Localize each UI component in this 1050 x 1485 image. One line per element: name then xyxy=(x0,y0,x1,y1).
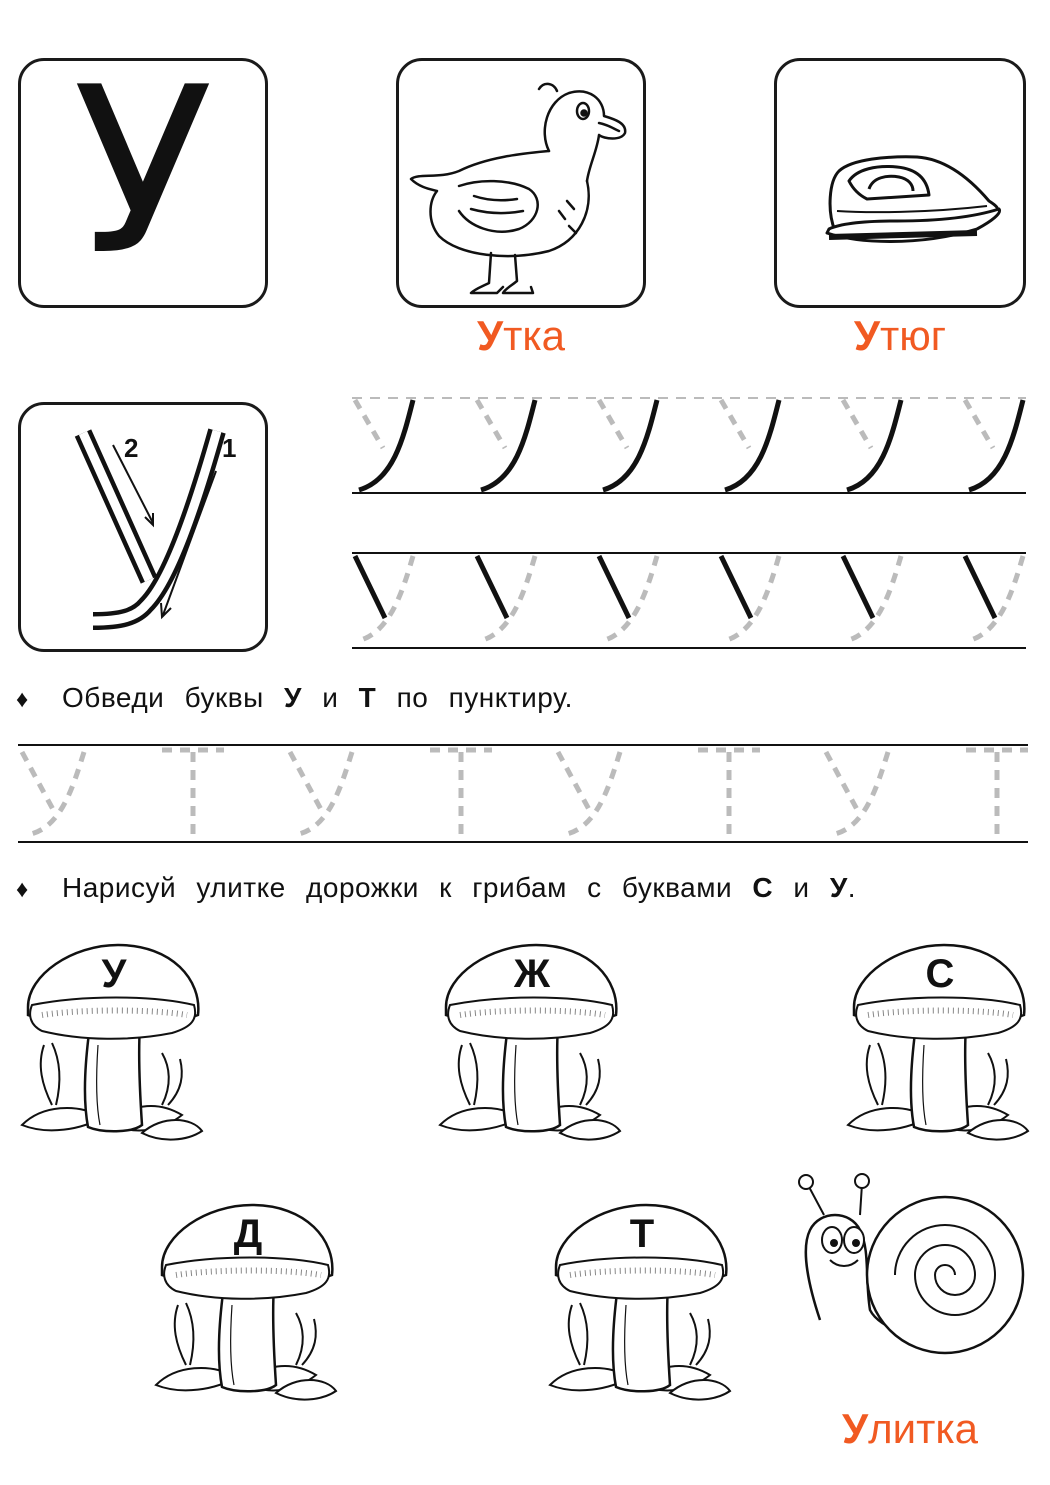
snail-caption xyxy=(800,1405,1020,1453)
mushroom xyxy=(848,945,1028,1140)
snail-caption-first: У xyxy=(841,1405,869,1452)
stroke-step-2: 2 xyxy=(124,433,139,463)
snail-illustration xyxy=(799,1174,1023,1353)
bullet-icon: ♦ xyxy=(16,686,29,713)
duck-caption-rest: тка xyxy=(503,312,566,359)
snail-pupil xyxy=(830,1239,838,1247)
mushroom xyxy=(156,1205,336,1400)
bullet-icon: ♦ xyxy=(16,876,29,903)
big-letter: У xyxy=(72,39,214,306)
stroke-step-1: 1 xyxy=(222,433,237,463)
snail-smile xyxy=(830,1260,858,1266)
mushroom-letter: Т xyxy=(629,1212,655,1256)
snail-shell xyxy=(867,1197,1023,1353)
task-1-text: Обведи буквы xyxy=(62,682,264,713)
snail-antenna-tip xyxy=(855,1174,869,1188)
snail-pupil xyxy=(852,1239,860,1247)
snail-caption-rest: литка xyxy=(868,1405,978,1452)
task-2-text: Нарисуй улитке дорожки к грибам с буквами xyxy=(62,872,733,903)
task-2-after: . xyxy=(847,872,857,903)
task-1-conj: и xyxy=(322,682,339,713)
mushroom-letter: С xyxy=(925,952,955,996)
task-2-letter-a: С xyxy=(752,872,774,903)
task-1-after: по пунктиру. xyxy=(396,682,573,713)
snail-antenna-tip xyxy=(799,1175,813,1189)
duck-caption-first: У xyxy=(476,312,504,359)
mushroom xyxy=(550,1205,730,1400)
mushroom xyxy=(440,945,620,1140)
iron-caption-first: У xyxy=(853,312,881,359)
mushroom-letter: У xyxy=(101,952,127,996)
snail-antennae xyxy=(808,1184,862,1215)
mushroom xyxy=(22,945,202,1140)
task-2-conj: и xyxy=(793,872,810,903)
task-1-letter-a: У xyxy=(284,682,302,713)
task-2-letter-b: У xyxy=(829,872,848,903)
mushroom-letter: Ж xyxy=(513,952,551,996)
task-1-letter-b: Т xyxy=(358,682,377,713)
mushroom-letter: Д xyxy=(233,1212,263,1256)
iron-caption-rest: тюг xyxy=(880,312,947,359)
